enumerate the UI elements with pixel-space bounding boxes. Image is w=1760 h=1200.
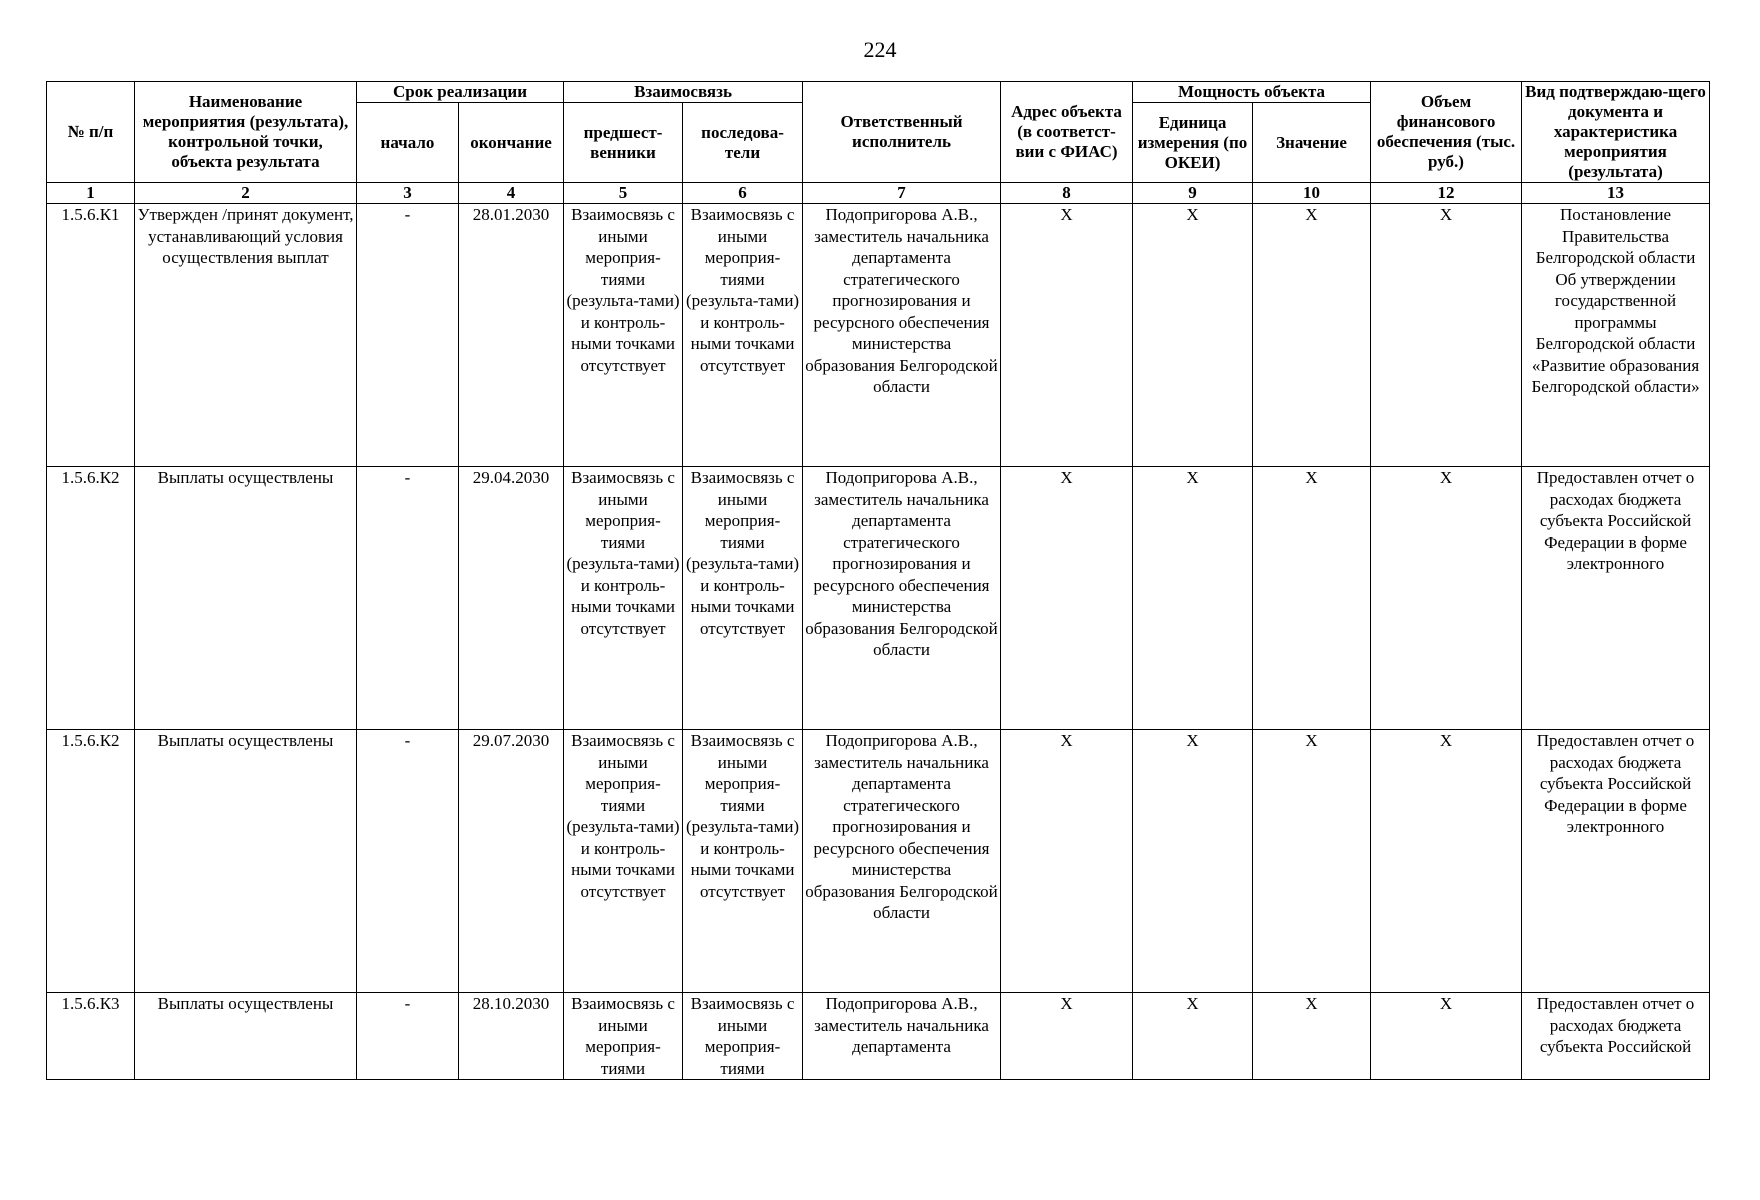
cell-responsible: Подопригорова А.В., заместитель начальника департамента стратегического прогнозирования и ресурсного обеспечения министерства образования Белгородской области (803, 204, 1001, 467)
column-number: 5 (564, 183, 683, 204)
cell-name: Выплаты осуществлены (135, 993, 357, 1080)
cell-pred: Взаимосвязь с иными мероприя-тиями (результа-тами) и контроль-ными точками отсутствует (564, 204, 683, 467)
column-number: 2 (135, 183, 357, 204)
cell-finance: X (1371, 730, 1522, 993)
header-term-start: начало (357, 103, 459, 183)
cell-doc: Предоставлен отчет о расходах бюджета субъекта Российской Федерации в форме электронного (1522, 730, 1710, 993)
column-number: 10 (1253, 183, 1371, 204)
header-finance: Объем финансового обеспечения (тыс. руб.) (1371, 82, 1522, 183)
column-number: 13 (1522, 183, 1710, 204)
cell-pred: Взаимосвязь с иными мероприя-тиями (результа-тами) и контроль-ными точками отсутствует (564, 730, 683, 993)
cell-start: - (357, 204, 459, 467)
column-number: 3 (357, 183, 459, 204)
cell-value: X (1253, 993, 1371, 1080)
cell-responsible: Подопригорова А.В., заместитель начальника департамента (803, 993, 1001, 1080)
column-number: 1 (47, 183, 135, 204)
table-row (47, 993, 1710, 1080)
header-link-pred: предшест-венники (564, 103, 683, 183)
cell-start: - (357, 467, 459, 730)
cell-name: Выплаты осуществлены (135, 730, 357, 993)
column-number: 8 (1001, 183, 1133, 204)
header-link-next: последова-тели (683, 103, 803, 183)
header-responsible: Ответственный исполнитель (803, 82, 1001, 183)
column-number: 9 (1133, 183, 1253, 204)
header-name: Наименование мероприятия (результата), контрольной точки, объекта результата (135, 82, 357, 183)
column-number: 4 (459, 183, 564, 204)
cell-finance: X (1371, 467, 1522, 730)
header-address: Адрес объекта (в соответст-вии с ФИАС) (1001, 82, 1133, 183)
cell-address: X (1001, 730, 1133, 993)
cell-next: Взаимосвязь с иными мероприя-тиями (результа-тами) и контроль-ными точками отсутствует (683, 467, 803, 730)
cell-name: Выплаты осуществлены (135, 467, 357, 730)
cell-responsible: Подопригорова А.В., заместитель начальника департамента стратегического прогнозирования и ресурсного обеспечения министерства образования Белгородской области (803, 467, 1001, 730)
header-power-unit: Единица измерения (по ОКЕИ) (1133, 103, 1253, 183)
cell-address: X (1001, 204, 1133, 467)
plan-table (46, 81, 1710, 1080)
cell-end: 28.10.2030 (459, 993, 564, 1080)
cell-unit: X (1133, 993, 1253, 1080)
cell-start: - (357, 993, 459, 1080)
cell-finance: X (1371, 993, 1522, 1080)
cell-pred: Взаимосвязь с иными мероприя-тиями (результа-тами) и контроль-ными точками отсутствует (564, 467, 683, 730)
cell-value: X (1253, 730, 1371, 993)
header-term-group: Срок реализации (357, 82, 564, 103)
table-row (47, 467, 1710, 730)
cell-num: 1.5.6.К2 (47, 730, 135, 993)
cell-finance: X (1371, 204, 1522, 467)
cell-doc: Предоставлен отчет о расходах бюджета субъекта Российской (1522, 993, 1710, 1080)
cell-start: - (357, 730, 459, 993)
table-header (47, 82, 1710, 204)
column-number: 12 (1371, 183, 1522, 204)
cell-unit: X (1133, 204, 1253, 467)
cell-next: Взаимосвязь с иными мероприя-тиями (683, 993, 803, 1080)
cell-address: X (1001, 467, 1133, 730)
cell-responsible: Подопригорова А.В., заместитель начальника департамента стратегического прогнозирования и ресурсного обеспечения министерства образования Белгородской области (803, 730, 1001, 993)
header-power-value: Значение (1253, 103, 1371, 183)
cell-name: Утвержден /принят документ, устанавливающий условия осуществления выплат (135, 204, 357, 467)
header-num: № п/п (47, 82, 135, 183)
cell-doc: Предоставлен отчет о расходах бюджета субъекта Российской Федерации в форме электронного (1522, 467, 1710, 730)
cell-pred: Взаимосвязь с иными мероприя-тиями (564, 993, 683, 1080)
cell-unit: X (1133, 730, 1253, 993)
column-number: 6 (683, 183, 803, 204)
cell-end: 28.01.2030 (459, 204, 564, 467)
header-term-end: окончание (459, 103, 564, 183)
header-link-group: Взаимосвязь (564, 82, 803, 103)
column-number-row (47, 183, 1710, 204)
page-number: 224 (863, 37, 897, 62)
cell-end: 29.07.2030 (459, 730, 564, 993)
column-number: 7 (803, 183, 1001, 204)
cell-value: X (1253, 204, 1371, 467)
cell-unit: X (1133, 467, 1253, 730)
table-row (47, 204, 1710, 467)
header-power-group: Мощность объекта (1133, 82, 1371, 103)
cell-num: 1.5.6.К3 (47, 993, 135, 1080)
cell-value: X (1253, 467, 1371, 730)
cell-doc: Постановление Правительства Белгородской области Об утверждении государственной программы Белгородской области «Развитие образования Белгородской области» (1522, 204, 1710, 467)
header-doc-type: Вид подтверждаю-щего документа и характеристика мероприятия (результата) (1522, 82, 1710, 183)
cell-end: 29.04.2030 (459, 467, 564, 730)
cell-num: 1.5.6.К2 (47, 467, 135, 730)
cell-next: Взаимосвязь с иными мероприя-тиями (результа-тами) и контроль-ными точками отсутствует (683, 204, 803, 467)
table-row (47, 730, 1710, 993)
cell-num: 1.5.6.К1 (47, 204, 135, 467)
cell-address: X (1001, 993, 1133, 1080)
cell-next: Взаимосвязь с иными мероприя-тиями (результа-тами) и контроль-ными точками отсутствует (683, 730, 803, 993)
